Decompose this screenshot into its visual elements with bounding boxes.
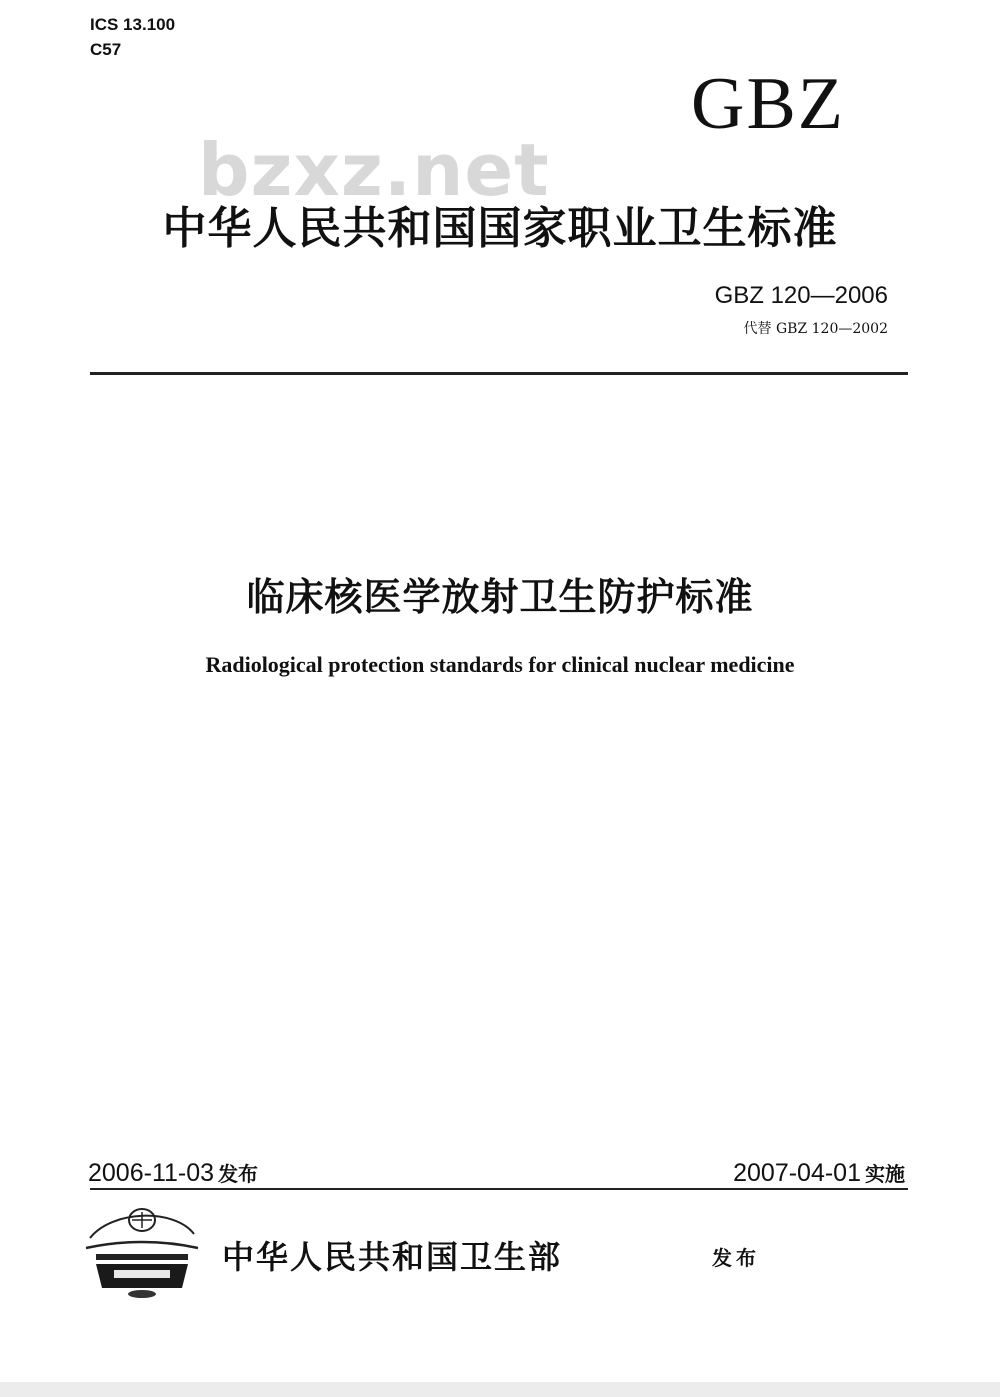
- watermark: bzxz.net: [198, 128, 550, 212]
- issue-date-line: [88, 1158, 258, 1188]
- scan-bottom-edge: [0, 1382, 1000, 1397]
- standard-type-title: 中华人民共和国国家职业卫生标准: [162, 203, 838, 254]
- implementation-date: 2007-04-01: [733, 1159, 861, 1187]
- english-title: Radiological protection standards for clinical nuclear medicine: [205, 652, 795, 677]
- issue-label: 发布: [218, 1162, 259, 1186]
- publisher-logo-icon: [82, 1204, 202, 1300]
- implementation-date-line: [733, 1158, 905, 1188]
- bottom-divider: [90, 1188, 908, 1190]
- top-divider: [90, 372, 908, 375]
- replaces-note: 代替 GBZ 120—2002: [743, 321, 888, 337]
- document-number: GBZ 120—2006: [714, 282, 888, 309]
- issuer-name: 中华人民共和国卫生部: [222, 1238, 563, 1276]
- issuer-issue-word: 发布: [712, 1246, 760, 1270]
- issue-date: 2006-11-03: [88, 1159, 215, 1187]
- classification-codes: [90, 12, 175, 62]
- standard-mark: GBZ: [691, 63, 845, 145]
- class-code: C57: [90, 40, 122, 59]
- chinese-title: 临床核医学放射卫生防护标准: [246, 575, 754, 619]
- ics-code: ICS 13.100: [90, 15, 176, 34]
- implementation-label: 实施: [865, 1162, 905, 1186]
